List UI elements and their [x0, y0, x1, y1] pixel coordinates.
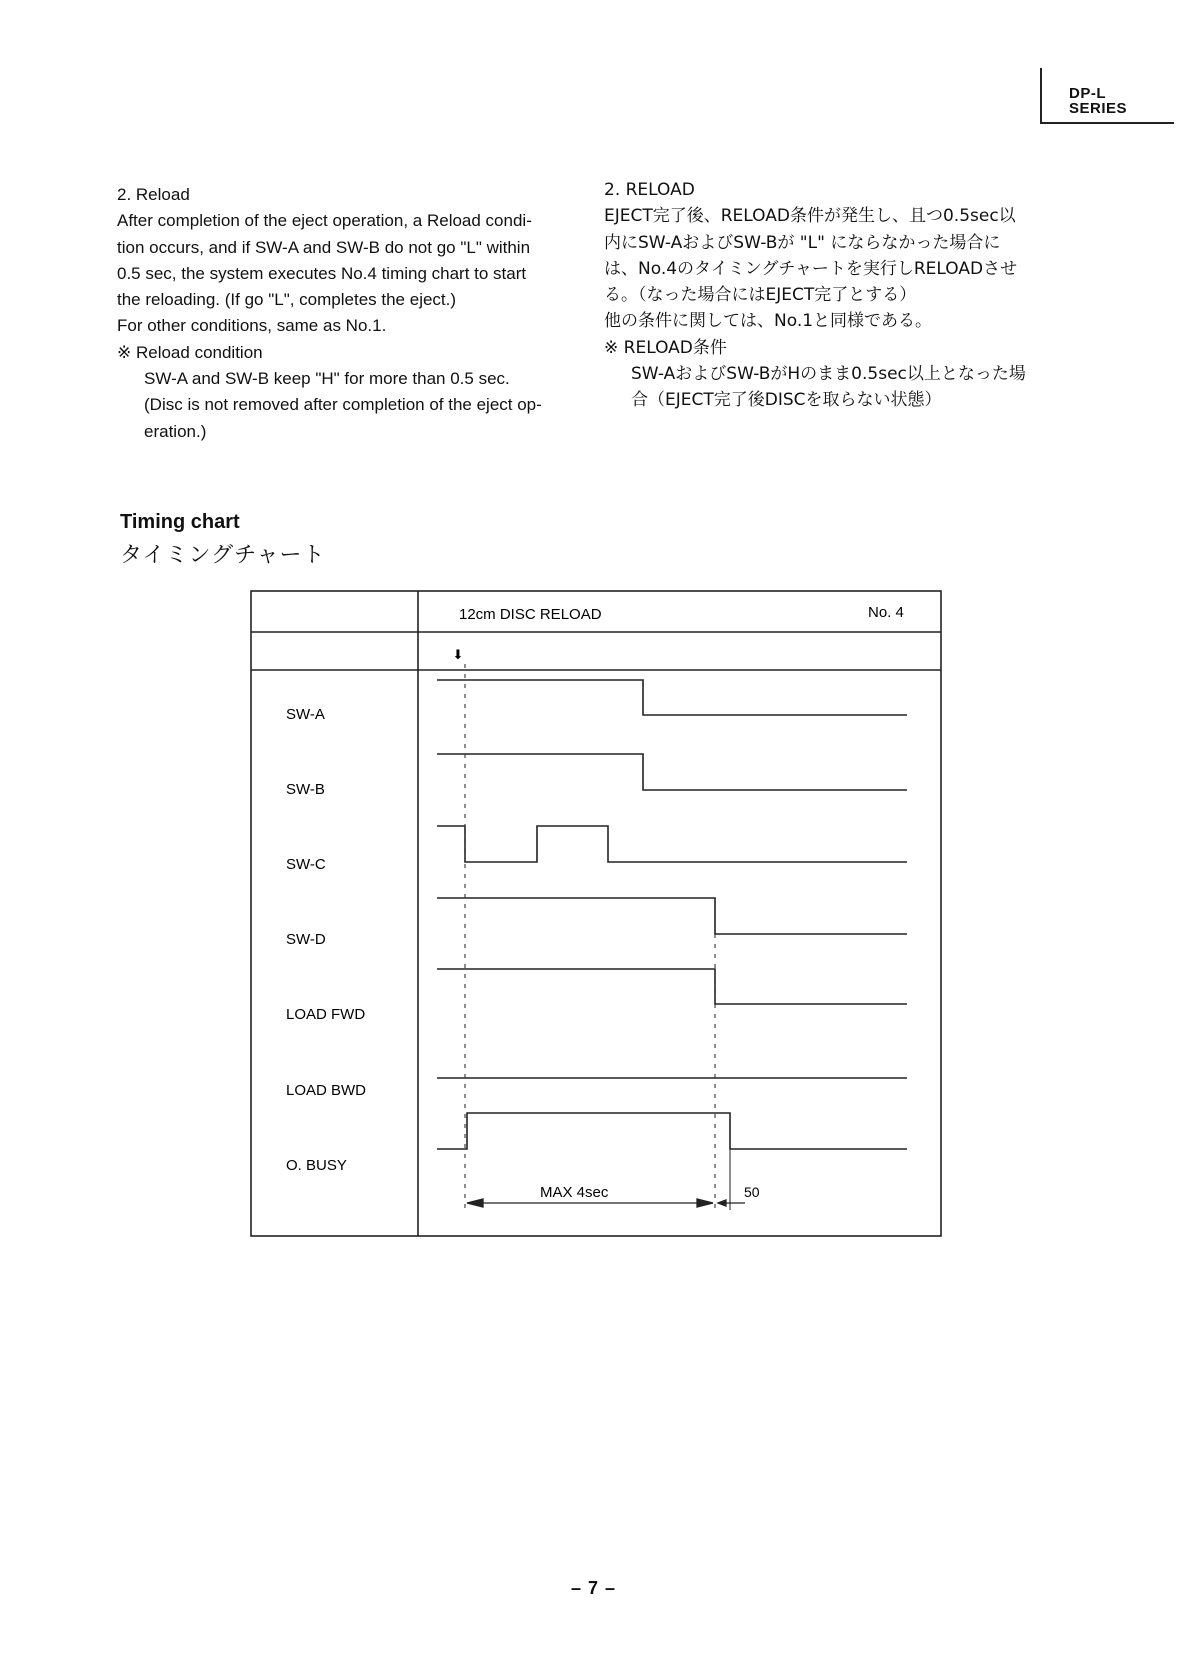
chart-title: 12cm DISC RELOAD — [459, 606, 602, 623]
waveform-sw-c — [437, 826, 907, 862]
signal-label-sw-c: SW-C — [286, 856, 326, 873]
english-note-heading: ※ Reload condition — [117, 342, 263, 362]
english-line: tion occurs, and if SW-A and SW-B do not go "L" within — [117, 237, 531, 257]
timing-chart-title-jp: タイミングチャート — [120, 543, 326, 568]
signal-label-o-busy: O. BUSY — [286, 1157, 347, 1174]
english-note-line: SW-A and SW-B keep "H" for more than 0.5 sec. — [144, 369, 510, 389]
waveform-sw-a — [437, 680, 907, 715]
english-note-line: eration.) — [144, 421, 207, 441]
chart-border — [251, 591, 941, 1236]
dimension-label-50: 50 — [744, 1184, 760, 1200]
signal-label-sw-d: SW-D — [286, 931, 326, 948]
japanese-line: 他の条件に関しては、No.1と同様である。 — [604, 311, 933, 332]
chart-number: No. 4 — [868, 604, 904, 621]
dimension-arrow-right-icon — [697, 1199, 713, 1207]
dimension-arrow-left-icon — [467, 1199, 483, 1207]
timing-chart-title: Timing chart — [120, 511, 240, 533]
dimension-label-max: MAX 4sec — [540, 1184, 609, 1201]
japanese-note-line: SW-AおよびSW-BがHのまま0.5sec以上となった場 — [631, 364, 1026, 385]
signal-label-load-bwd: LOAD BWD — [286, 1082, 367, 1099]
start-marker-arrow-icon: ⬇ — [452, 647, 464, 662]
dimension-arrow-50-icon — [718, 1200, 726, 1206]
english-line: For other conditions, same as No.1. — [117, 316, 387, 336]
series-line-2: SERIES — [1069, 100, 1128, 117]
japanese-note-heading: ※ RELOAD条件 — [604, 337, 727, 358]
waveform-sw-d — [437, 898, 907, 934]
japanese-line: 内にSW-AおよびSW-Bが "L" にならなかった場合に — [604, 232, 1001, 253]
english-heading: 2. Reload — [117, 185, 190, 204]
waveform-sw-b — [437, 754, 907, 790]
japanese-line: EJECT完了後、RELOAD条件が発生し、且つ0.5sec以 — [604, 206, 1016, 227]
signal-label-load-fwd: LOAD FWD — [286, 1006, 366, 1023]
english-note-line: (Disc is not removed after completion of the eject op- — [144, 395, 542, 415]
page-number: – 7 – — [571, 1578, 617, 1598]
chart-frame — [251, 591, 941, 1236]
series-line-1: DP-L — [1069, 85, 1106, 102]
english-line: the reloading. (If go "L", completes the eject.) — [117, 290, 457, 310]
japanese-note-line: 合（EJECT完了後DISCを取らない状態） — [631, 390, 942, 411]
signal-label-sw-a: SW-A — [286, 706, 325, 723]
english-line: After completion of the eject operation, a Reload condi- — [117, 211, 532, 231]
signal-label-sw-b: SW-B — [286, 781, 325, 798]
waveform-o-busy — [437, 1113, 907, 1149]
waveform-load-fwd — [437, 969, 907, 1004]
japanese-heading: 2. RELOAD — [604, 180, 695, 200]
japanese-line: る。（なった場合にはEJECT完了とする） — [604, 285, 917, 306]
japanese-line: は、No.4のタイミングチャートを実行しRELOADさせ — [604, 258, 1018, 279]
english-line: 0.5 sec, the system executes No.4 timing chart to start — [117, 263, 527, 283]
